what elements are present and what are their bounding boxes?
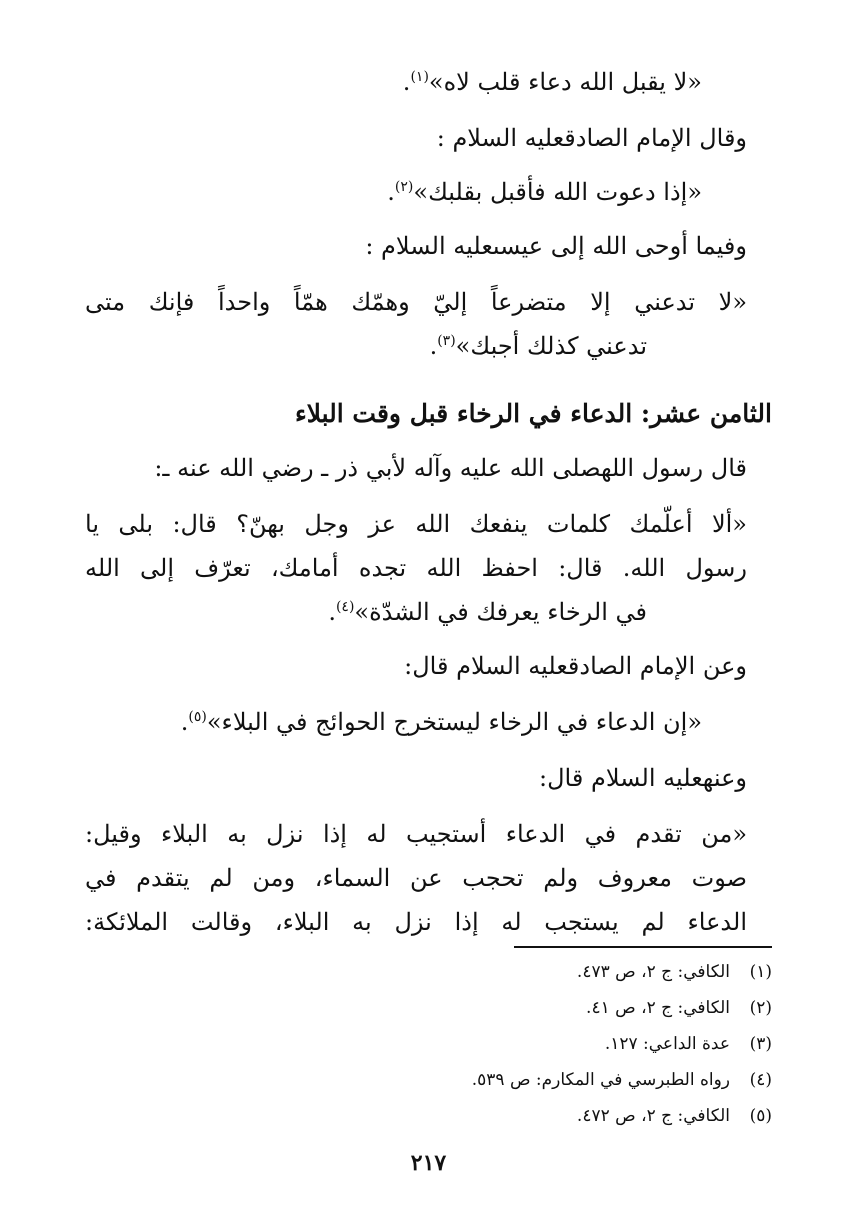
footnote-ref-2: (٢) [394,179,414,195]
quote-line-3a: «لا تدعني إلا متضرعاً إليّ وهمّك همّاً واحداً فإنك متى [85,288,747,316]
footnote-text: عدة الداعي: ١٢٧. [604,1034,730,1054]
narration-line-2: وفيما أوحى الله إلى عيسىعليه السلام : [365,232,747,260]
punctuation: . [387,178,395,206]
footnote-5 [200,1102,772,1130]
footnote-number: (٤) [749,1070,772,1090]
quote-line-5 [80,702,702,742]
quote-line-4c [80,592,647,632]
quote-line-4a: «ألا أعلّمك كلمات ينفعك الله عز وجل بهنّ؟ قال: بلى يا [85,510,747,538]
narration-line-1: وقال الإمام الصادقعليه السلام : [436,124,747,152]
quote-line-1 [80,62,702,102]
quote-text: «إذا دعوت الله فأقبل بقلبك» [413,178,702,206]
quote-line-6b: صوت معروف ولم تحجب عن السماء، ومن لم يتقدم في [85,864,747,892]
footnote-text: الكافي: ج ٢، ص ٤٧٢. [576,1106,730,1126]
footnote-divider [514,946,772,948]
footnote-text: الكافي: ج ٢، ص ٤٧٣. [576,962,730,982]
footnote-3 [200,1030,772,1058]
footnote-number: (١) [749,962,772,982]
footnote-number: (٣) [749,1034,772,1054]
narration-line-4: وعن الإمام الصادقعليه السلام قال: [404,652,747,680]
quote-text: «لا يقبل الله دعاء قلب لاه» [428,68,702,96]
footnote-ref-4: (٤) [335,599,355,615]
quote-text: «إن الدعاء في الرخاء ليستخرج الحوائج في البلاء» [206,708,702,736]
footnote-ref-1: (١) [410,69,429,85]
footnote-text: رواه الطبرسي في المكارم: ص ٥٣٩. [471,1070,730,1090]
footnote-number: (٢) [749,998,772,1018]
footnote-2 [200,994,772,1022]
punctuation: . [429,332,438,360]
quote-line-4b: رسول الله. قال: احفظ الله تجده أمامك، تعرّف إلى الله [85,554,747,582]
footnote-4 [200,1066,772,1094]
quote-line-3b [80,326,647,366]
footnote-ref-3: (٣) [437,333,456,349]
quote-text: تدعني كذلك أجبك» [455,332,647,360]
footnote-ref-5: (٥) [188,709,207,725]
quote-line-6a: «من تقدم في الدعاء أستجيب له إذا نزل به البلاء وقيل: [85,820,747,848]
footnote-text: الكافي: ج ٢، ص ٤١. [586,998,730,1018]
page-number: ٢١٧ [410,1150,447,1176]
punctuation: . [180,708,189,736]
footnote-1 [200,958,772,986]
narration-line-5: وعنهعليه السلام قال: [539,764,747,792]
punctuation: . [402,68,411,96]
section-heading: الثامن عشر: الدعاء في الرخاء قبل وقت البلاء [294,399,772,428]
quote-line-6c: الدعاء لم يستجب له إذا نزل به البلاء، وقالت الملائكة: [85,908,747,936]
quote-text: في الرخاء يعرفك في الشدّة» [354,598,647,626]
quote-line-2 [80,172,702,212]
footnote-number: (٥) [749,1106,772,1126]
punctuation: . [328,598,336,626]
narration-line-3: قال رسول اللهصلى الله عليه وآله لأبي ذر ـ رضي الله عنه ـ: [154,454,747,482]
